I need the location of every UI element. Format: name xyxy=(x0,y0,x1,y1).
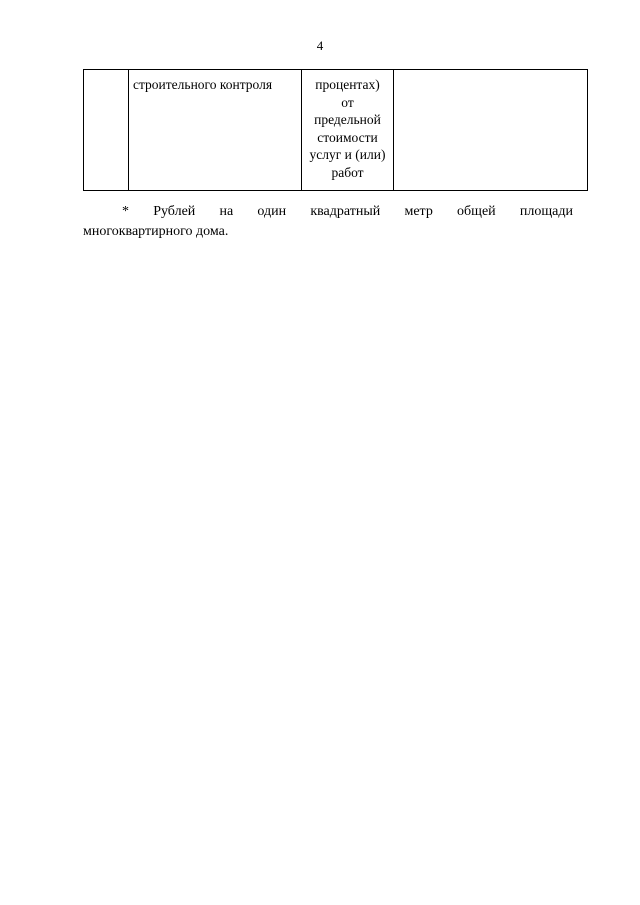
footnote-word: площади xyxy=(519,204,573,219)
unit-line: процентах) xyxy=(315,77,380,92)
table-cell-number xyxy=(84,70,129,191)
footnote xyxy=(83,202,573,242)
unit-line: работ xyxy=(331,164,364,180)
footnote-asterisk: * xyxy=(122,204,129,219)
footnote-word: один xyxy=(257,204,287,219)
footnote-line-1 xyxy=(83,202,573,222)
footnote-word: квадратный xyxy=(310,204,381,219)
table-cell-unit xyxy=(302,70,394,191)
document-table xyxy=(83,69,588,191)
table-row xyxy=(84,70,588,191)
page-number: 4 xyxy=(316,38,324,53)
footnote-word: Рублей xyxy=(153,204,196,219)
table-cell-name: строительного контроля xyxy=(129,70,302,191)
unit-line: услуг и (или) xyxy=(309,147,386,162)
unit-line: предельной xyxy=(314,112,381,127)
unit-line: от xyxy=(341,94,354,110)
table-cell-value xyxy=(394,70,588,191)
footnote-word: общей xyxy=(457,204,496,219)
footnote-word: метр xyxy=(404,204,433,219)
unit-line: стоимости xyxy=(317,129,378,145)
footnote-word: на xyxy=(219,204,234,219)
footnote-line-2: многоквартирного дома. xyxy=(83,224,229,239)
